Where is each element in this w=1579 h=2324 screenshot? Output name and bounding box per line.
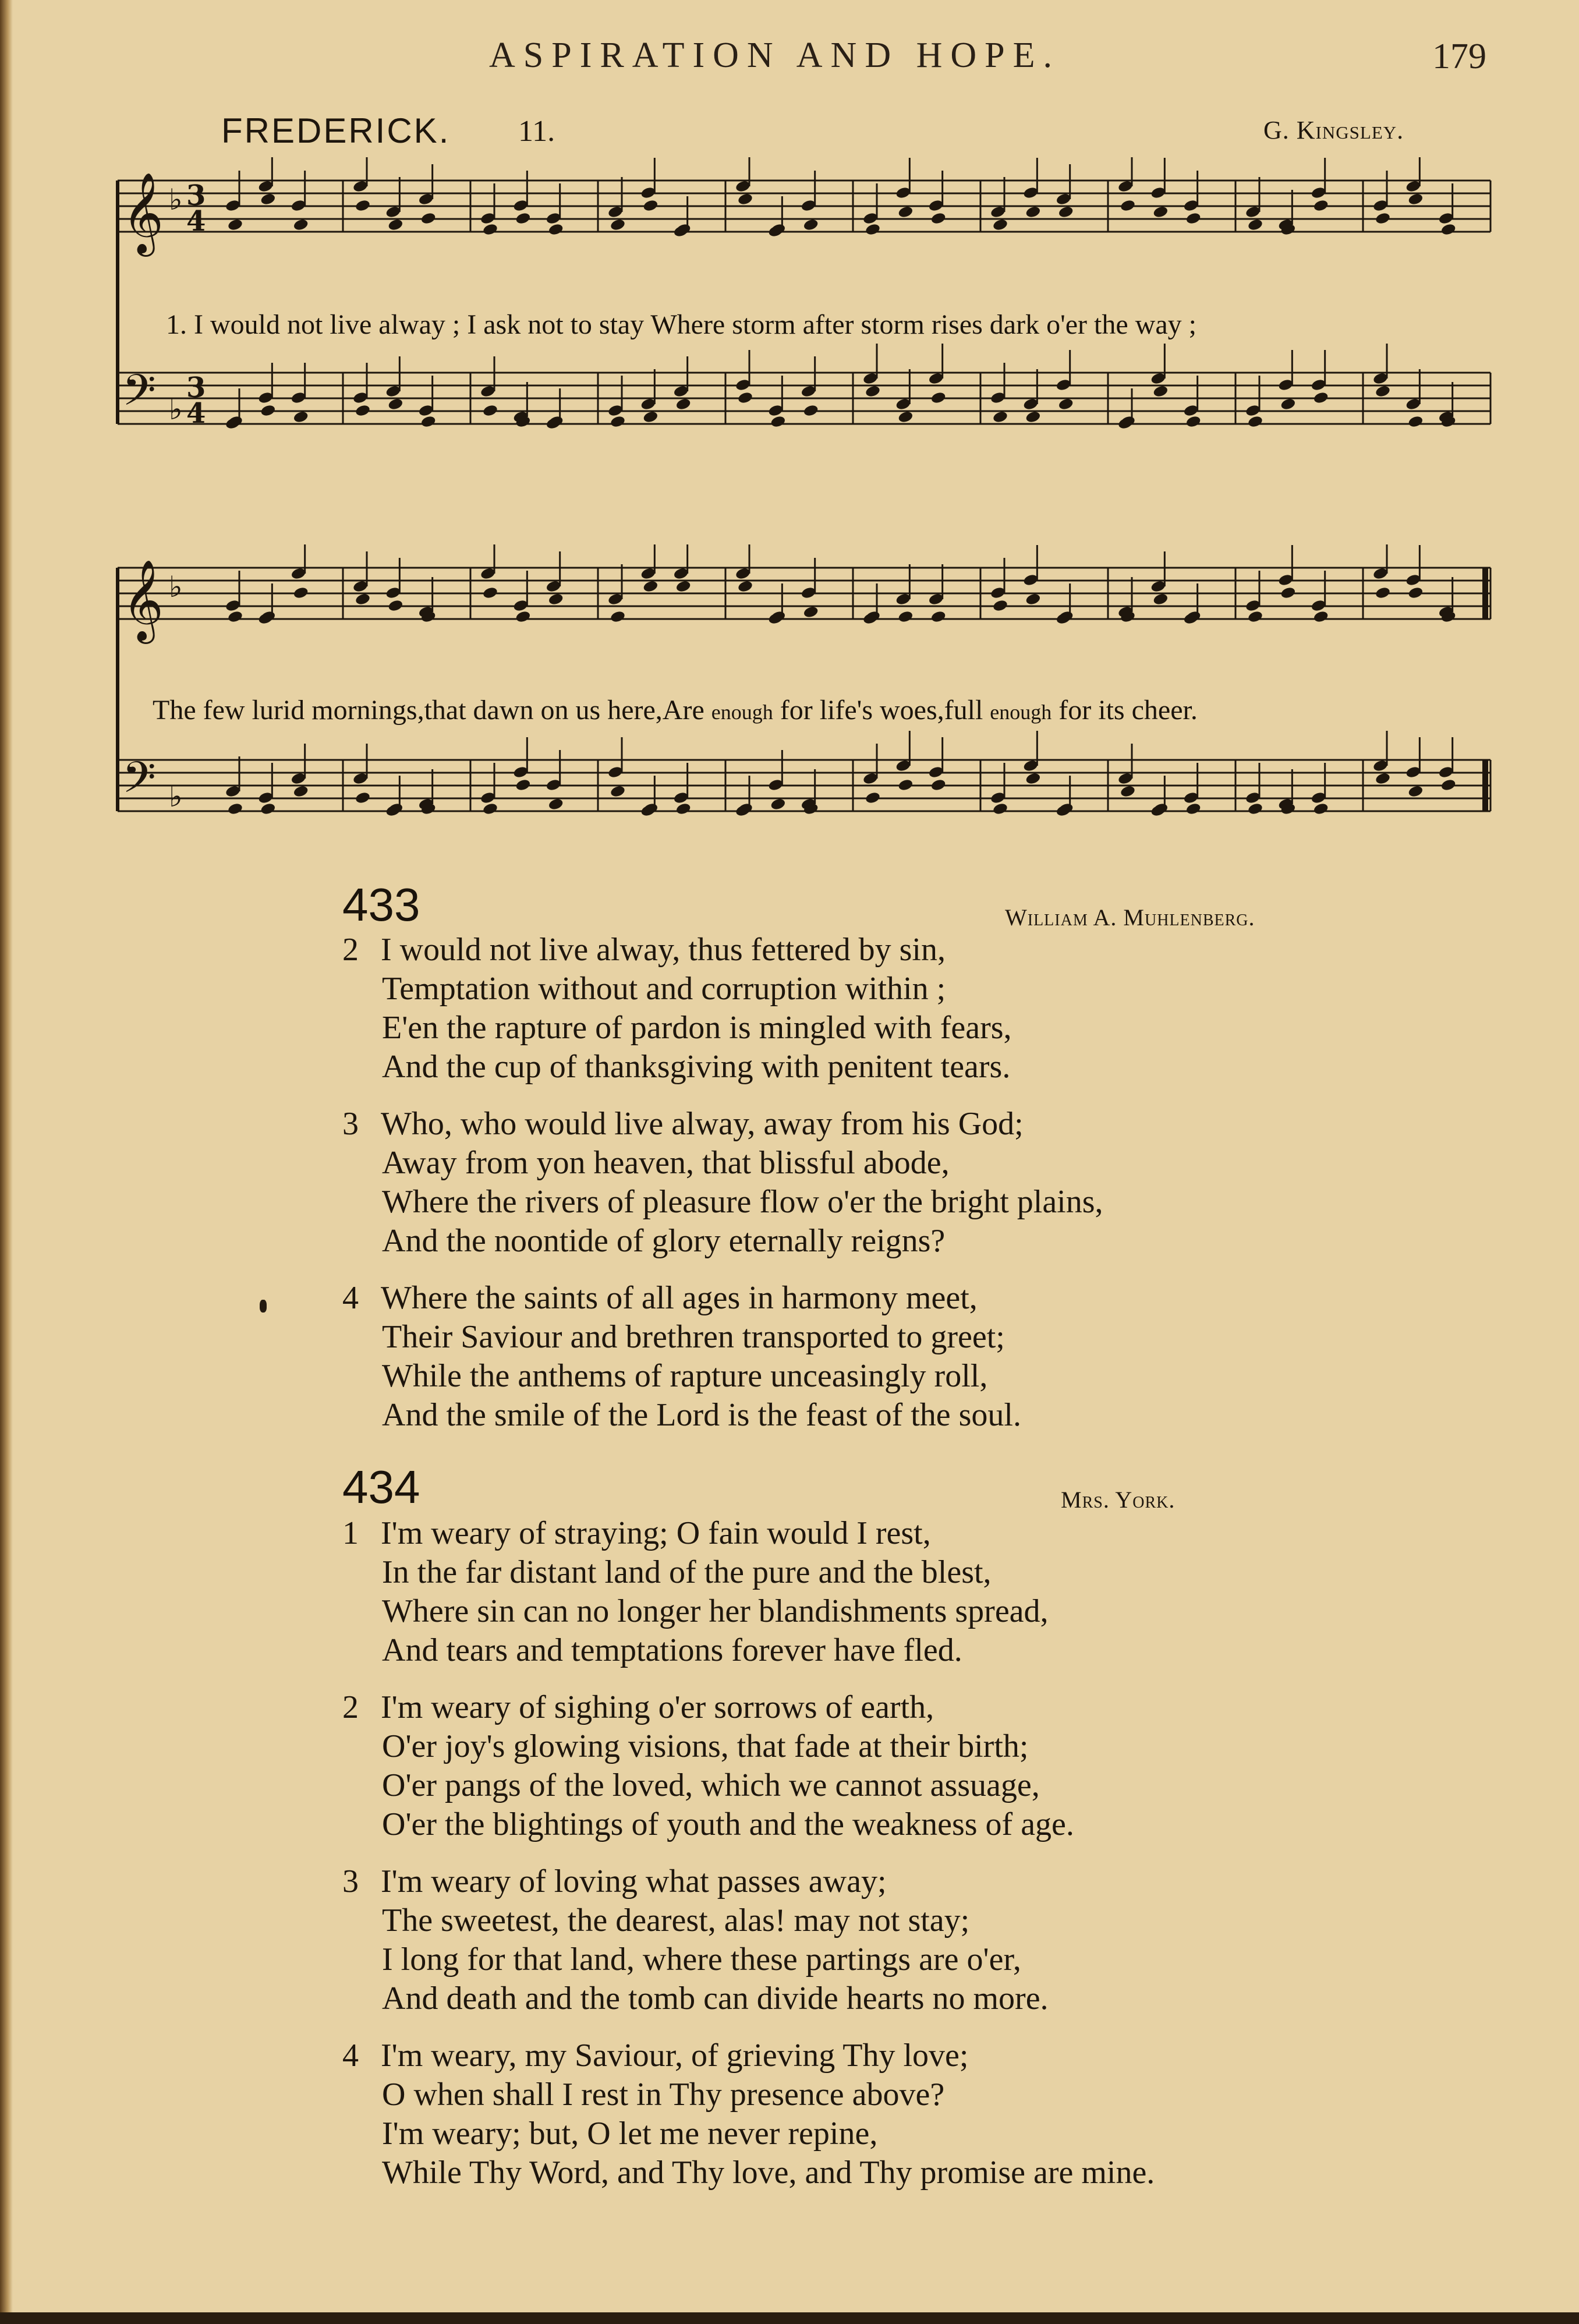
- hymn-number: 433: [342, 879, 420, 931]
- note-head: [1407, 192, 1424, 206]
- note-head: [1185, 802, 1202, 815]
- stanza-line-text: O when shall I rest in Thy presence above?: [382, 2077, 945, 2113]
- note-head: [227, 218, 243, 231]
- note-head: [897, 778, 914, 791]
- stanza-line-text: Their Saviour and brethren transported to greet;: [382, 1319, 1005, 1355]
- note-head: [548, 222, 564, 236]
- note-head: [1313, 391, 1329, 404]
- treble-clef-icon: 𝄞: [122, 172, 164, 253]
- stanza-line-text: And tears and temptations forever have fled.: [382, 1632, 962, 1668]
- stanza-line: [344, 1318, 1103, 1357]
- stanza-line-text: While the anthems of rapture unceasingly roll,: [382, 1358, 988, 1394]
- note-head: [515, 778, 531, 791]
- stanza: [344, 1105, 1103, 1261]
- stanza-line: [344, 2114, 1155, 2153]
- note-head: [675, 397, 692, 411]
- note-head: [992, 218, 1008, 231]
- stanza-line: [344, 1766, 1155, 1805]
- stanza-line-text: The sweetest, the dearest, alas! may not stay;: [382, 1902, 970, 1939]
- note-head: [803, 218, 819, 231]
- stanza-line: [344, 1048, 1103, 1087]
- note-head: [610, 415, 626, 428]
- stanza-line: [342, 1514, 1155, 1553]
- note-head: [482, 586, 498, 599]
- note-head: [1025, 592, 1041, 606]
- stanza-line-text: While Thy Word, and Thy love, and Thy promise are mine.: [382, 2155, 1155, 2191]
- note-head: [227, 802, 243, 815]
- note-head: [992, 410, 1008, 423]
- note-head: [1025, 772, 1041, 785]
- stanza-line: [344, 2075, 1155, 2114]
- note-head: [1058, 205, 1074, 218]
- note-head: [897, 410, 914, 423]
- note-head: [260, 404, 276, 417]
- note-head: [675, 802, 692, 815]
- stanza-line-text: I'm weary; but, O let me never repine,: [382, 2116, 878, 2152]
- stanza: [344, 931, 1103, 1087]
- hymn-434-text: [344, 1514, 1155, 2210]
- note-head: [930, 778, 947, 791]
- running-title: ASPIRATION AND HOPE.: [489, 36, 1061, 75]
- lyric-small: enough: [711, 701, 773, 724]
- stanza-line: [342, 1279, 1103, 1318]
- stanza: [344, 1514, 1155, 1670]
- note-head: [610, 610, 626, 623]
- stanza-line: [344, 1183, 1103, 1222]
- stanza-number: 4: [342, 2038, 359, 2074]
- stanza-line-text: Where the saints of all ages in harmony meet,: [381, 1280, 978, 1316]
- stanza-line-text: O'er pangs of the loved, which we cannot assuage,: [382, 1767, 1040, 1803]
- note-head: [1120, 199, 1136, 212]
- note-head: [1120, 784, 1136, 798]
- bass-clef-icon: 𝄢: [122, 752, 156, 813]
- stanza-line: [342, 1105, 1103, 1144]
- stanza-line-text: I'm weary of straying; O fain would I rest,: [381, 1515, 931, 1551]
- note-head: [515, 211, 531, 225]
- note-head: [642, 199, 658, 212]
- stanza-line-text: Where sin can no longer her blandishments spread,: [382, 1593, 1049, 1629]
- note-head: [675, 579, 692, 593]
- bass-clef-icon: 𝄢: [122, 365, 156, 426]
- page-binding-edge: [0, 0, 13, 2324]
- note-head: [1247, 415, 1263, 428]
- stanza-number: 1: [342, 1515, 359, 1551]
- stanza-line: [344, 1631, 1155, 1670]
- note-head: [930, 391, 947, 404]
- stanza-line-text: In the far distant land of the pure and the blest,: [382, 1554, 992, 1590]
- lyric-part: for its cheer.: [1052, 695, 1198, 726]
- lyric-part: for life's woes,full: [773, 695, 990, 726]
- stanza-line: [344, 1357, 1103, 1396]
- note-head: [897, 610, 914, 623]
- note-head: [293, 410, 309, 423]
- note-head: [1247, 802, 1263, 815]
- lyric-small: enough: [990, 701, 1052, 724]
- note-head: [1025, 205, 1041, 218]
- note-head: [1280, 586, 1296, 599]
- flat-icon: ♭: [169, 570, 183, 604]
- stanza-line: [342, 1862, 1155, 1901]
- note-head: [387, 599, 403, 612]
- stanza-line: [344, 1940, 1155, 1979]
- note-head: [293, 784, 309, 798]
- stanza-line: [344, 2153, 1155, 2192]
- stanza-line-text: Who, who would live alway, away from his God;: [381, 1106, 1024, 1142]
- stanza-line: [344, 1979, 1155, 2018]
- stanza: [344, 1688, 1155, 1844]
- note-head: [1185, 415, 1202, 428]
- stanza-line: [344, 970, 1103, 1009]
- stanza-line-text: And the noontide of glory eternally reigns?: [382, 1223, 946, 1259]
- note-head: [1152, 384, 1169, 398]
- note-head: [548, 592, 564, 606]
- note-head: [770, 797, 786, 811]
- note-head: [1375, 211, 1391, 225]
- note-head: [930, 610, 947, 623]
- note-head: [355, 199, 371, 212]
- note-head: [293, 586, 309, 599]
- stanza-line: [344, 1144, 1103, 1183]
- stanza-line: [344, 1396, 1103, 1435]
- stanza-number: 4: [342, 1280, 359, 1316]
- tune-meter: 11.: [518, 115, 555, 148]
- note-head: [803, 605, 819, 618]
- note-head: [642, 410, 658, 423]
- stanza-line: [344, 1553, 1155, 1592]
- time-signature-top: 3: [186, 179, 206, 212]
- note-head: [1058, 397, 1074, 411]
- note-head: [930, 211, 947, 225]
- note-head: [1407, 415, 1424, 428]
- note-head: [865, 791, 881, 804]
- stanza-line: [342, 2036, 1155, 2075]
- note-head: [770, 415, 786, 428]
- stanza-line-text: I'm weary of loving what passes away;: [381, 1863, 887, 1899]
- time-signature-bottom: 4: [186, 205, 206, 238]
- note-head: [865, 384, 881, 398]
- stanza-line-text: O'er the blightings of youth and the weakness of age.: [382, 1806, 1074, 1842]
- stanza: [344, 2036, 1155, 2192]
- note-head: [1313, 802, 1329, 815]
- stanza-line-text: Temptation without and corruption within ;: [382, 971, 946, 1007]
- flat-icon: ♭: [169, 183, 183, 217]
- note-head: [420, 211, 437, 225]
- stanza-line: [342, 1688, 1155, 1727]
- hymn-433-text: [344, 931, 1103, 1453]
- note-head: [1247, 610, 1263, 623]
- music-lyric-line-1: 1. I would not live alway ; I ask not to stay Where storm after storm rises dark o'er the way ;: [166, 309, 1196, 340]
- stanza-line: [342, 931, 1103, 970]
- note-head: [1407, 784, 1424, 798]
- stanza-line: [344, 1592, 1155, 1631]
- note-head: [992, 802, 1008, 815]
- note-head: [482, 404, 498, 417]
- stanza-line-text: Where the rivers of pleasure flow o'er the bright plains,: [382, 1184, 1103, 1220]
- final-barline: [1482, 568, 1488, 619]
- note-head: [548, 797, 564, 811]
- stanza-line-text: And the smile of the Lord is the feast of the soul.: [382, 1397, 1021, 1433]
- flat-icon: ♭: [169, 392, 183, 426]
- note-head: [1280, 397, 1296, 411]
- hymn-author: William A. Muhlenberg.: [1005, 904, 1255, 931]
- stanza-line-text: I'm weary of sighing o'er sorrows of earth,: [381, 1689, 934, 1725]
- note-head: [1152, 592, 1169, 606]
- note-head: [260, 802, 276, 815]
- hymn-author: Mrs. York.: [1061, 1487, 1176, 1513]
- note-head: [1440, 222, 1457, 236]
- note-head: [1375, 586, 1391, 599]
- stanza-line-text: I would not live alway, thus fettered by sin,: [381, 932, 946, 968]
- note-head: [355, 791, 371, 804]
- note-head: [260, 192, 276, 206]
- stanza-line-text: I'm weary, my Saviour, of grieving Thy love;: [381, 2038, 969, 2074]
- note-head: [1313, 610, 1329, 623]
- note-head: [865, 222, 881, 236]
- stanza-number: 2: [342, 932, 359, 968]
- note-head: [1313, 199, 1329, 212]
- note-head: [737, 192, 753, 206]
- treble-clef-icon: 𝄞: [122, 560, 164, 641]
- note-head: [610, 784, 626, 798]
- note-head: [482, 802, 498, 815]
- note-head: [387, 397, 403, 411]
- page-bottom-edge: [0, 2312, 1579, 2324]
- note-head: [420, 415, 437, 428]
- stanza-line: [344, 1727, 1155, 1766]
- stanza-line: [344, 1222, 1103, 1261]
- stanza-line: [344, 1805, 1155, 1844]
- note-head: [293, 218, 309, 231]
- margin-mark: [260, 1300, 267, 1313]
- stanza-line-text: O'er joy's glowing visions, that fade at their birth;: [382, 1728, 1029, 1764]
- stanza-number: 2: [342, 1689, 359, 1725]
- stanza-line-text: And the cup of thanksgiving with penitent tears.: [382, 1049, 1011, 1085]
- note-head: [803, 404, 819, 417]
- note-head: [1185, 211, 1202, 225]
- stanza: [344, 1862, 1155, 2018]
- stanza-line: [344, 1009, 1103, 1048]
- note-head: [1440, 778, 1457, 791]
- note-head: [355, 592, 371, 606]
- composer: G. Kingsley.: [1263, 116, 1404, 144]
- page-number: 179: [1432, 37, 1486, 76]
- note-head: [737, 579, 753, 593]
- stanza-line-text: And death and the tomb can divide hearts no more.: [382, 1980, 1049, 2017]
- stanza: [344, 1279, 1103, 1435]
- note-head: [515, 610, 531, 623]
- time-signature-top: 3: [186, 372, 206, 404]
- note-head: [355, 404, 371, 417]
- note-head: [1152, 205, 1169, 218]
- stanza-line-text: I long for that land, where these partings are o'er,: [382, 1941, 1021, 1978]
- stanza-line-text: E'en the rapture of pardon is mingled with fears,: [382, 1010, 1012, 1046]
- stanza-number: 3: [342, 1106, 359, 1142]
- note-head: [1025, 410, 1041, 423]
- note-head: [737, 391, 753, 404]
- note-head: [1375, 772, 1391, 785]
- note-head: [1407, 586, 1424, 599]
- stanza-line-text: Away from yon heaven, that blissful abode,: [382, 1145, 950, 1181]
- note-head: [992, 599, 1008, 612]
- final-barline: [1482, 760, 1488, 811]
- note-head: [610, 218, 626, 231]
- note-head: [227, 610, 243, 623]
- tune-name: FREDERICK.: [221, 111, 451, 150]
- note-head: [1247, 218, 1263, 231]
- note-head: [642, 579, 658, 593]
- note-head: [482, 222, 498, 236]
- flat-icon: ♭: [169, 780, 183, 813]
- note-head: [897, 205, 914, 218]
- lyric-part: The few lurid mornings,that dawn on us here,Are: [153, 695, 711, 726]
- music-lyric-line-2: [153, 694, 1198, 726]
- note-head: [387, 218, 403, 231]
- hymn-number: 434: [342, 1461, 420, 1513]
- stanza-line: [344, 1901, 1155, 1940]
- note-head: [1375, 384, 1391, 398]
- stanza-number: 3: [342, 1863, 359, 1899]
- time-signature-bottom: 4: [186, 397, 206, 430]
